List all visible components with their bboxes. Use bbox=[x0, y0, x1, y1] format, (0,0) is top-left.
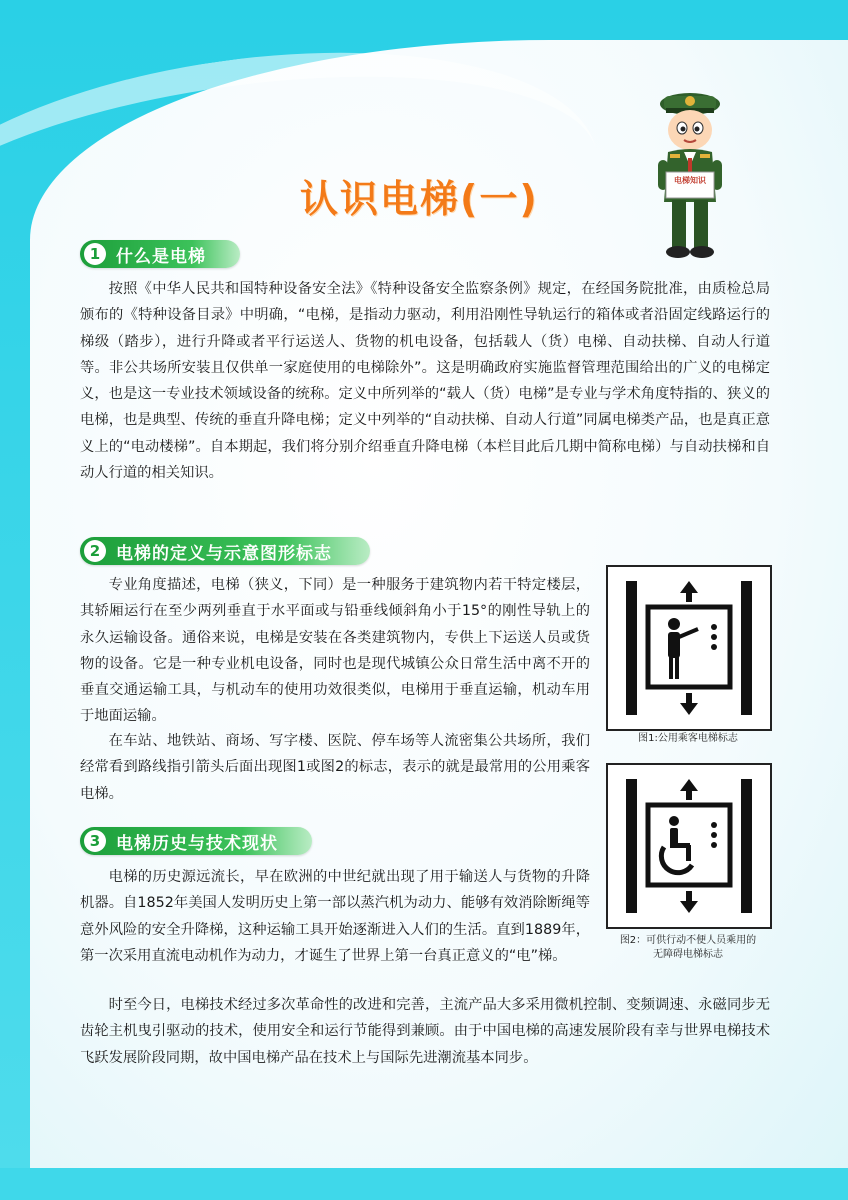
down-arrow-icon bbox=[680, 693, 698, 715]
section-3-paragraph-1: 电梯的历史源远流长，早在欧洲的中世纪就出现了用于输送人与货物的升降机器。自1852年美国人发明历史上第一部以蒸汽机为动力、能够有效消除断绳等意外风险的安全升降梯，这种运输工具开始逐渐进入人们的生活。直到1889年，第一次采用直流电动机作为动力，才诞生了世界上第一台真正意义的“电”梯。 bbox=[80, 869, 590, 964]
figure-1-elevator-sign bbox=[606, 565, 772, 731]
figure-1-caption: 图1:公用乘客电梯标志 bbox=[638, 733, 738, 744]
section-2-number: 2 bbox=[84, 540, 106, 562]
section-3-title: 电梯历史与技术现状 bbox=[116, 833, 278, 854]
figure-2-caption-line-1: 图2：可供行动不便人员乘用的 bbox=[619, 935, 757, 946]
up-arrow-icon bbox=[680, 581, 698, 602]
section-3-paragraph-2: 时至今日，电梯技术经过多次革命性的改进和完善，主流产品大多采用微机控制、变频调速、永磁同步无齿轮主机曳引驱动的技术，使用安全和运行节能得到兼顾。由于中国电梯的高速发展阶段有幸与世界电梯技术飞跃发展阶段同期，故中国电梯产品在技术上与国际先进潮流基本同步。 bbox=[80, 997, 770, 1066]
section-1-number: 1 bbox=[84, 243, 106, 265]
button-dots-icon bbox=[711, 822, 717, 848]
section-2-paragraph-2: 在车站、地铁站、商场、写字楼、医院、停车场等人流密集公共场所，我们经常看到路线指引箭头后面出现图1或图2的标志，表示的就是最常用的公用乘客电梯。 bbox=[80, 733, 590, 802]
mascot-sign-text: 电梯知识 bbox=[674, 176, 706, 185]
section-2-header bbox=[80, 537, 370, 565]
section-1-title: 什么是电梯 bbox=[116, 246, 206, 267]
page-title: 认识电梯(一) bbox=[300, 177, 539, 221]
section-2-paragraph-1: 专业角度描述，电梯（狭义，下同）是一种服务于建筑物内若干特定楼层，其轿厢运行在至少两列垂直于水平面或与铅垂线倾斜角小于15°的刚性导轨上的永久运输设备。通俗来说，电梯是安装在各类建筑物内，专供上下运送人员或货物的设备。它是一种专业机电设备，同时也是现代城镇公众日常生活中离不开的垂直交通运输工具，与机动车的使用功效很类似，电梯用于垂直运输，机动车用于地面运输。 bbox=[80, 577, 590, 725]
down-arrow-icon bbox=[680, 891, 698, 913]
up-arrow-icon bbox=[680, 779, 698, 800]
figure-2-caption-line-2: 无障碍电梯标志 bbox=[653, 949, 723, 960]
section-2-title: 电梯的定义与示意图形标志 bbox=[116, 543, 332, 564]
section-3-header bbox=[80, 827, 312, 855]
figure-2-accessible-elevator-sign bbox=[606, 763, 772, 929]
section-3-number: 3 bbox=[84, 830, 106, 852]
mascot-illustration bbox=[640, 82, 740, 262]
bottom-band bbox=[0, 1168, 848, 1200]
section-1-paragraph: 按照《中华人民共和国特种设备安全法》《特种设备安全监察条例》规定，在经国务院批准，由质检总局颁布的《特种设备目录》中明确，“电梯，是指动力驱动，利用沿刚性导轨运行的箱体或者沿固定线路运行的梯级（踏步），进行升降或者平行运送人、货物的机电设备，包括载人（货）电梯、自动扶梯、自动人行道等。非公共场所安装且仅供单一家庭使用的电梯除外”。这是明确政府实施监督管理范围给出的广义的电梯定义，也是这一专业技术领域设备的统称。定义中所列举的“载人（货）电梯”是专业与学术角度特指的、狭义的电梯，也是典型、传统的垂直升降电梯；定义中列举的“自动扶梯、自动人行道”同属电梯类产品，也是真正意义上的“电动楼梯”。自本期起，我们将分别介绍垂直升降电梯（本栏目此后几期中简称电梯）与自动扶梯和自动人行道的相关知识。 bbox=[80, 281, 770, 482]
button-dots-icon bbox=[711, 624, 717, 650]
section-1-header bbox=[80, 240, 240, 268]
